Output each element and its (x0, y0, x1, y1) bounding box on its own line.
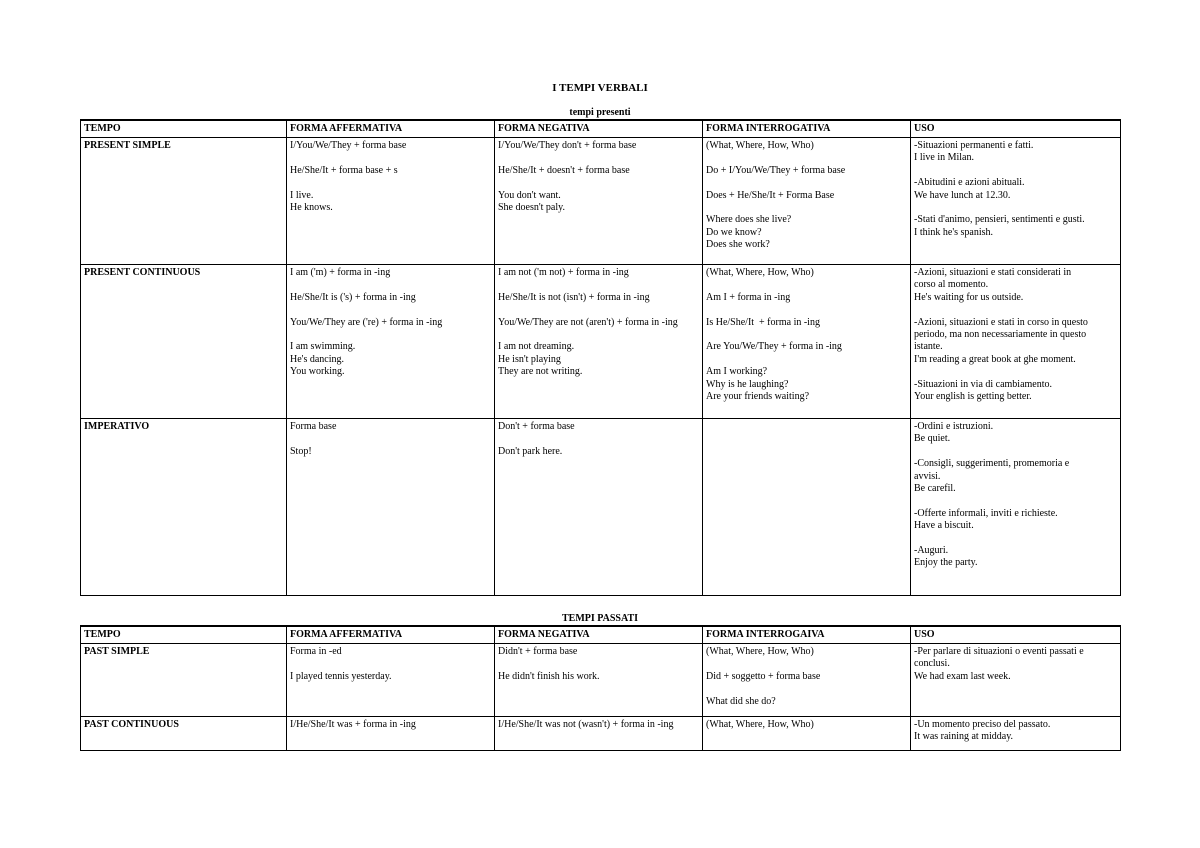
cell-line: He's dancing. (290, 353, 345, 365)
tense-name: IMPERATIVO (81, 419, 287, 596)
cell-line: Am I working? (706, 366, 768, 378)
present-tenses-table (80, 119, 1121, 596)
cell-line (290, 304, 492, 316)
cell-negativa (495, 717, 703, 751)
cell-line (290, 433, 492, 445)
cell-line: Where does she live? (706, 214, 792, 226)
cell-line: You/We/They are ('re) + forma in -ing (290, 316, 443, 328)
cell-uso (911, 265, 1121, 419)
cell-line: Are You/We/They + forma in -ing (706, 341, 842, 353)
cell-line: Stop! (290, 445, 312, 457)
cell-uso (911, 138, 1121, 265)
cell-line: -Consigli, suggerimenti, promemoria e (914, 458, 1070, 470)
cell-line: -Offerte informali, inviti e richieste. (914, 507, 1058, 519)
cell-line: Don't park here. (498, 445, 563, 457)
cell-line: -Azioni, situazioni e stati considerati in (914, 267, 1072, 278)
cell-line: Forma base (290, 421, 337, 432)
cell-affermativa (287, 138, 495, 265)
cell-line: He isn't playing (498, 353, 561, 365)
cell-line: I/You/We/They don't + forma base (498, 140, 637, 151)
cell-affermativa (287, 265, 495, 419)
cell-negativa (495, 265, 703, 419)
cell-line: -Per parlare di situazioni o eventi passati e (914, 646, 1084, 657)
cell-line: I am ('m) + forma in -ing (290, 267, 391, 278)
table-row (81, 138, 1121, 265)
cell-line: corso al momento. (914, 279, 989, 291)
cell-line: Am I + forma in -ing (706, 291, 791, 303)
cell-line: She doesn't paly. (498, 202, 565, 213)
cell-line (290, 329, 492, 341)
cell-line: -Abitudini e azioni abituali. (914, 177, 1025, 189)
cell-affermativa (287, 419, 495, 596)
tense-name: PRESENT SIMPLE (81, 138, 287, 265)
past-tenses-table (80, 625, 1121, 751)
cell-line: What did she do? (706, 695, 776, 707)
cell-line (706, 354, 908, 366)
header-affermativa: FORMA AFFERMATIVA (287, 626, 495, 644)
past-tenses-body (81, 644, 1121, 751)
cell-interrogativa (703, 644, 911, 717)
present-tenses-body (81, 138, 1121, 596)
header-negativa: FORMA NEGATIVA (495, 120, 703, 138)
cell-line (914, 446, 1118, 458)
header-uso: USO (911, 120, 1121, 138)
cell-line (914, 304, 1118, 316)
cell-line: istante. (914, 341, 943, 353)
cell-line: I/You/We/They + forma base (290, 140, 407, 151)
cell-line: We had exam last week. (914, 670, 1011, 682)
cell-line (290, 177, 492, 189)
cell-line (706, 658, 908, 670)
cell-line: I live in Milan. (914, 152, 974, 164)
cell-line: Your english is getting better. (914, 391, 1032, 403)
cell-affermativa (287, 644, 495, 717)
tense-name: PAST CONTINUOUS (81, 717, 287, 751)
cell-line (706, 152, 908, 164)
cell-line: (What, Where, How, Who) (706, 646, 814, 657)
cell-line: -Situazioni permanenti e fatti. (914, 140, 1034, 151)
cell-line: Enjoy the party. (914, 557, 978, 569)
cell-negativa (495, 644, 703, 717)
cell-line: Is He/She/It + forma in -ing (706, 316, 820, 328)
cell-line: I played tennis yesterday. (290, 670, 392, 682)
cell-line: Why is he laughing? (706, 378, 789, 390)
cell-line: You working. (290, 366, 345, 378)
cell-line: -Auguri. (914, 545, 949, 557)
cell-line (706, 683, 908, 695)
cell-negativa (495, 138, 703, 265)
cell-line: periodo, ma non necessariamente in questo (914, 329, 1087, 341)
cell-line: -Stati d'animo, pensieri, sentimenti e gusti. (914, 214, 1085, 226)
cell-line (914, 202, 1118, 214)
cell-line: I am not ('m not) + forma in -ing (498, 267, 629, 278)
table-row (81, 419, 1121, 596)
cell-line (498, 329, 700, 341)
table-row (81, 717, 1121, 751)
cell-line: He/She/It + doesn't + forma base (498, 164, 630, 176)
cell-line: I am swimming. (290, 341, 356, 353)
cell-line: conclusi. (914, 658, 950, 670)
cell-line: I'm reading a great book at ghe moment. (914, 353, 1076, 365)
tense-name: PRESENT CONTINUOUS (81, 265, 287, 419)
cell-line: He didn't finish his work. (498, 670, 600, 682)
cell-line (498, 433, 700, 445)
cell-uso (911, 644, 1121, 717)
cell-line: (What, Where, How, Who) (706, 267, 814, 278)
cell-line: avvisi. (914, 470, 941, 482)
cell-line: He/She/It is ('s) + forma in -ing (290, 291, 416, 303)
header-row (81, 120, 1121, 138)
cell-line: Does + He/She/It + Forma Base (706, 189, 835, 201)
cell-line (290, 658, 492, 670)
cell-line: Be carefil. (914, 483, 956, 495)
cell-line (498, 279, 700, 291)
table-row (81, 265, 1121, 419)
cell-line: You don't want. (498, 189, 561, 201)
cell-line: Have a biscuit. (914, 520, 974, 532)
cell-line: (What, Where, How, Who) (706, 719, 814, 730)
header-affermativa: FORMA AFFERMATIVA (287, 120, 495, 138)
cell-line (290, 152, 492, 164)
cell-line (498, 152, 700, 164)
cell-line: He knows. (290, 202, 333, 213)
section-caption-present: tempi presenti (569, 107, 631, 118)
cell-line: -Azioni, situazioni e stati in corso in questo (914, 316, 1088, 328)
cell-line: -Un momento preciso del passato. (914, 719, 1051, 730)
cell-line (914, 165, 1118, 177)
cell-line: I am not dreaming. (498, 341, 575, 353)
header-tempo: TEMPO (81, 120, 287, 138)
header-uso: USO (911, 626, 1121, 644)
cell-line: -Ordini e istruzioni. (914, 421, 994, 432)
cell-line: Did + soggetto + forma base (706, 670, 821, 682)
cell-interrogativa (703, 717, 911, 751)
cell-negativa (495, 419, 703, 596)
cell-line: He's waiting for us outside. (914, 291, 1024, 303)
cell-line (914, 533, 1118, 545)
cell-line: I live. (290, 189, 314, 201)
header-tempo: TEMPO (81, 626, 287, 644)
cell-line (498, 658, 700, 670)
cell-line (498, 304, 700, 316)
cell-interrogativa (703, 265, 911, 419)
cell-line (498, 177, 700, 189)
cell-line (914, 366, 1118, 378)
cell-line: (What, Where, How, Who) (706, 140, 814, 151)
header-negativa: FORMA NEGATIVA (495, 626, 703, 644)
cell-line (914, 495, 1118, 507)
cell-line: Do we know? (706, 226, 762, 238)
cell-line: You/We/They are not (aren't) + forma in -ing (498, 316, 678, 328)
cell-line: Be quiet. (914, 433, 951, 445)
section-caption-past: TEMPI PASSATI (561, 613, 639, 624)
header-interrogativa: FORMA INTERROGAIVA (703, 626, 911, 644)
tense-name: PAST SIMPLE (81, 644, 287, 717)
cell-affermativa (287, 717, 495, 751)
header-interrogativa: FORMA INTERROGATIVA (703, 120, 911, 138)
cell-line (706, 202, 908, 214)
page-title: I TEMPI VERBALI (552, 82, 648, 94)
header-row (81, 626, 1121, 644)
cell-line: It was raining at midday. (914, 731, 1014, 743)
cell-line (290, 279, 492, 291)
cell-uso (911, 419, 1121, 596)
cell-line (706, 304, 908, 316)
cell-uso (911, 717, 1121, 751)
cell-line: Don't + forma base (498, 421, 575, 432)
cell-line: He/She/It is not (isn't) + forma in -ing (498, 291, 650, 303)
cell-line: -Situazioni in via di cambiamento. (914, 378, 1053, 390)
cell-line: Didn't + forma base (498, 646, 578, 657)
cell-line: Does she work? (706, 239, 770, 251)
cell-interrogativa (703, 419, 911, 596)
cell-line: I/He/She/It was + forma in -ing (290, 719, 416, 730)
cell-line: We have lunch at 12.30. (914, 189, 1011, 201)
table-row (81, 644, 1121, 717)
cell-line (706, 279, 908, 291)
cell-line: Are your friends waiting? (706, 391, 810, 402)
cell-line (706, 329, 908, 341)
cell-line: I think he's spanish. (914, 226, 994, 238)
cell-line: He/She/It + forma base + s (290, 164, 398, 176)
cell-line: Forma in -ed (290, 646, 342, 657)
cell-line: I/He/She/It was not (wasn't) + forma in -ing (498, 719, 674, 730)
cell-line: They are not writing. (498, 366, 583, 378)
cell-interrogativa (703, 138, 911, 265)
cell-line: Do + I/You/We/They + forma base (706, 164, 846, 176)
cell-line (706, 177, 908, 189)
